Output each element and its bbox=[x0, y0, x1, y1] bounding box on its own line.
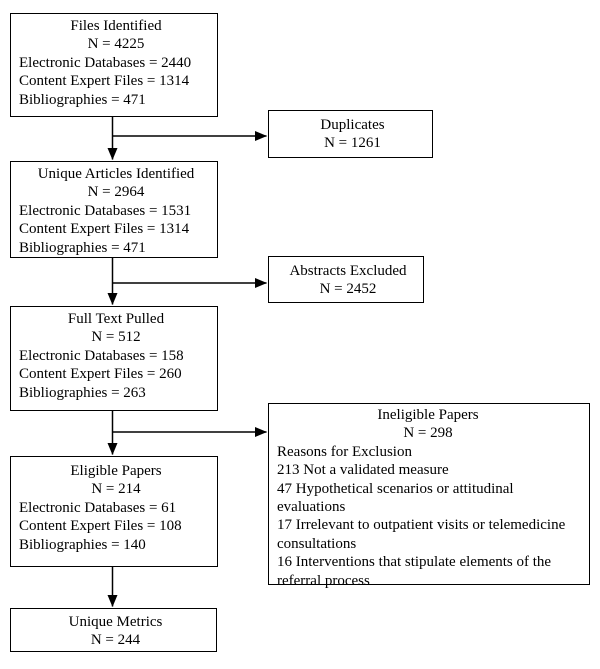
flow-box-unique-articles-identified bbox=[10, 161, 218, 258]
flow-box-full-text-pulled bbox=[10, 306, 218, 411]
box-detail: Electronic Databases = 61 bbox=[19, 499, 177, 516]
box-count: N = 298 bbox=[403, 425, 453, 442]
box-title: Files Identified bbox=[70, 18, 162, 34]
box-detail: Bibliographies = 140 bbox=[19, 536, 146, 553]
flow-box-ineligible-papers bbox=[268, 403, 590, 589]
box-count: N = 2964 bbox=[87, 184, 145, 201]
flow-box-abstracts-excluded bbox=[268, 256, 424, 303]
box-detail: 213 Not a validated measure bbox=[277, 462, 449, 479]
box-count: N = 1261 bbox=[324, 135, 381, 152]
flow-box-unique-metrics bbox=[10, 608, 217, 652]
box-title: Eligible Papers bbox=[70, 463, 162, 479]
box-detail: Content Expert Files = 1314 bbox=[19, 73, 190, 90]
box-title: Duplicates bbox=[320, 117, 385, 133]
box-title: Unique Metrics bbox=[68, 614, 163, 630]
box-detail: Content Expert Files = 260 bbox=[19, 366, 182, 383]
box-title: Unique Articles Identified bbox=[37, 166, 195, 182]
box-detail: Electronic Databases = 158 bbox=[19, 347, 184, 364]
box-detail: Bibliographies = 263 bbox=[19, 384, 146, 401]
box-detail: Electronic Databases = 2440 bbox=[19, 54, 192, 71]
box-count: N = 512 bbox=[91, 329, 141, 346]
box-title: Full Text Pulled bbox=[67, 311, 165, 327]
box-count: N = 2452 bbox=[319, 281, 377, 298]
flow-box-eligible-papers bbox=[10, 456, 218, 567]
box-detail: Content Expert Files = 1314 bbox=[19, 221, 190, 238]
box-detail: Bibliographies = 471 bbox=[19, 239, 146, 256]
flow-box-files-identified bbox=[10, 13, 218, 117]
box-count: N = 4225 bbox=[87, 36, 145, 53]
box-detail: 17 Irrelevant to outpatient visits or telemedicine consultations bbox=[277, 517, 566, 552]
box-detail: Electronic Databases = 1531 bbox=[19, 202, 192, 219]
box-detail: 16 Interventions that stipulate elements of the referral process bbox=[277, 554, 552, 589]
box-count: N = 214 bbox=[91, 481, 141, 498]
flow-box-duplicates bbox=[268, 110, 433, 158]
box-detail: Bibliographies = 471 bbox=[19, 91, 146, 108]
box-count: N = 244 bbox=[90, 632, 141, 649]
box-detail: Content Expert Files = 108 bbox=[19, 518, 182, 535]
box-title: Abstracts Excluded bbox=[289, 263, 407, 279]
box-detail: Reasons for Exclusion bbox=[277, 443, 412, 460]
box-title: Ineligible Papers bbox=[377, 407, 479, 423]
box-detail: 47 Hypothetical scenarios or attitudinal evaluations bbox=[277, 480, 514, 516]
